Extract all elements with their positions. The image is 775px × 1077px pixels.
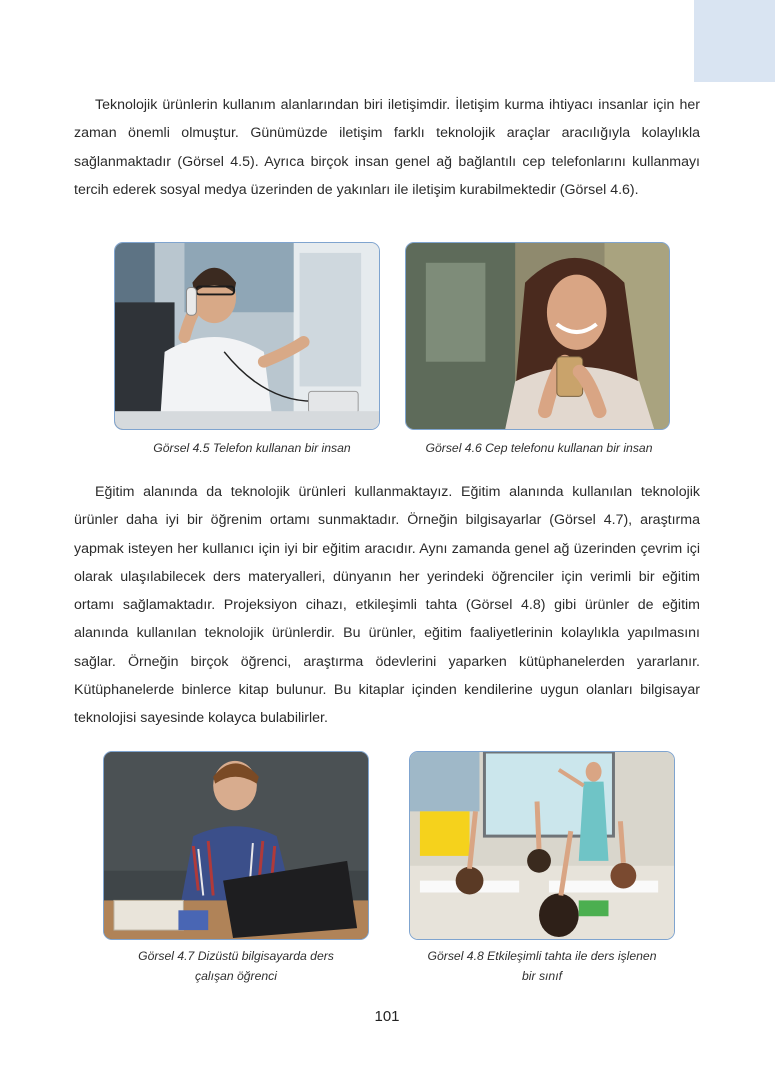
paragraph-communication: Teknolojik ürünlerin kullanım alanlarından biri iletişimdir. İletişim kurma ihtiyacı insanlar için her zaman önemli olmuştur. Günümüzde iletişim farklı teknolojik araçlar aracılığıyla kolaylıkla sağlanmaktadır (Görsel 4.5). Ayrıca birçok insan genel ağ bağlantılı cep telefonlarını kullanmayı tercih ederek sosyal medya üzerinden de yakınları ile iletişim kurabilmektedir (Görsel 4.6). [74,97,700,198]
caption-figure-4-6: Görsel 4.6 Cep telefonu kullanan bir insan [425,441,653,455]
corner-tab [694,0,775,82]
page-number: 101 [374,1008,400,1025]
caption-figure-4-7-line1: Görsel 4.7 Dizüstü bilgisayarda ders [138,949,334,963]
photo-classroom-interactive-board [409,751,675,940]
photo-man-telephone [114,242,380,430]
photo-woman-mobile-phone [405,242,670,430]
paragraph-education: Eğitim alanında da teknolojik ürünleri kullanmaktayız. Eğitim alanında kullanılan teknolojik ürünler daha iyi bir öğrenim ortamı sunmaktadır. Örneğin bilgisayarlar (Görsel 4.7), araştırma yapmak isteyen her kullanıcı için iyi bir eğitim aracıdır. Aynı zamanda genel ağ üzerinden çevrim içi olarak ulaşılabilecek ders materyalleri, dünyanın her yerindeki öğrenciler için verimli bir eğitim ortamı sağlamaktadır. Projeksiyon cihazı, etkileşimli tahta (Görsel 4.8) gibi ürünler de eğitim alanında kullanılan teknolojik ürünlerdir. Bu ürünler, eğitim faaliyetlerinin kolaylıkla yapılmasını sağlar. Örneğin birçok öğrenci, araştırma ödevlerini yaparken kütüphanelerden yararlanır. Kütüphanelerde binlerce kitap bulunur. Bu kitaplar içinden kendilerine uygun olanları bilgisayar teknolojisi sayesinde kolayca bulabilirler. [74,484,700,727]
caption-figure-4-7 [103,946,369,986]
caption-figure-4-8-line2: bir sınıf [522,969,562,983]
caption-figure-4-7-line2: çalışan öğrenci [195,969,277,983]
photo-student-laptop [103,751,369,940]
caption-figure-4-8 [404,946,680,986]
caption-figure-4-5: Görsel 4.5 Telefon kullanan bir insan [153,441,351,455]
caption-figure-4-8-line1: Görsel 4.8 Etkileşimli tahta ile ders işlenen [427,949,657,963]
